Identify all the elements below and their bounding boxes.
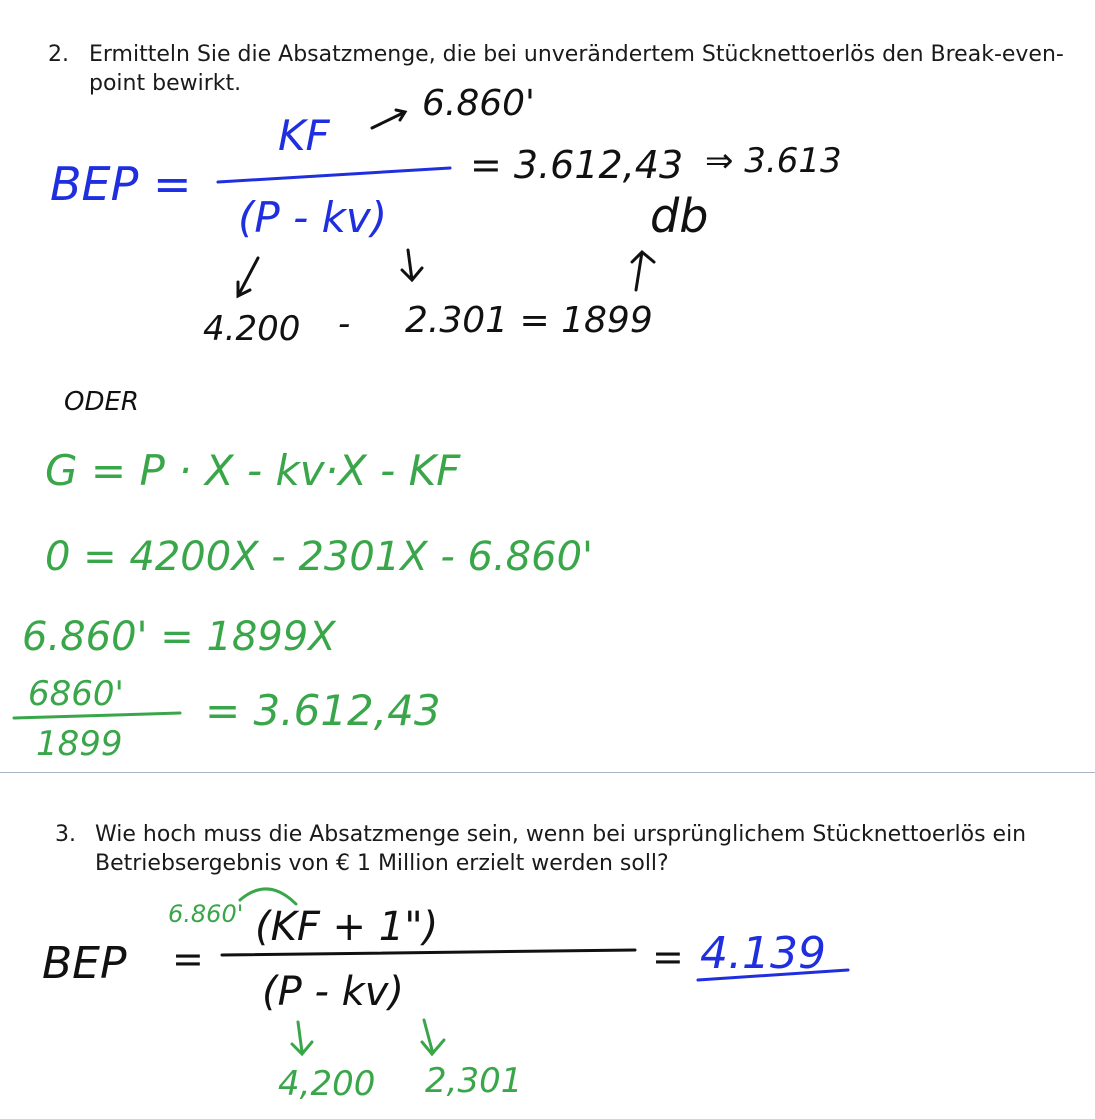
q3-result: 4.139 — [700, 928, 826, 979]
equation-4: = 3.612,43 — [205, 686, 441, 735]
q3-kf-arc — [240, 889, 296, 904]
bep-rounded: ⇒ 3.613 — [705, 141, 842, 181]
kf-numerator: KF — [278, 111, 330, 160]
p-value: 4.200 — [203, 309, 301, 349]
question-3-number: 3. — [55, 822, 76, 847]
bep-result: = 3.612,43 — [470, 143, 684, 187]
question-3-line-1: Wie hoch muss die Absatzmenge sein, wenn bei ursprünglichem Stücknettoerlös ein — [95, 822, 1027, 847]
q3-kv-value: 2,301 — [425, 1061, 523, 1101]
q3-arrow-right — [422, 1020, 444, 1054]
question-2-line-2: point bewirkt. — [89, 71, 242, 96]
arrow-down — [402, 250, 422, 280]
q3-fraction-bar — [222, 950, 635, 955]
question-2-number: 2. — [48, 42, 69, 67]
q3-denominator: (P - kv) — [262, 969, 405, 1015]
minus-sign: - — [338, 304, 351, 344]
question-3 — [0, 820, 1095, 880]
equation-2: 0 = 4200X - 2301X - 6.860' — [45, 534, 594, 580]
db-label: db — [650, 189, 709, 243]
fraction-bar — [218, 168, 450, 182]
denominator: (P - kv) — [238, 193, 388, 242]
fraction-numerator: 6860' — [28, 674, 124, 714]
bep-label: BEP = — [50, 157, 192, 211]
q3-arrow-left — [292, 1022, 312, 1054]
oder-label: ODER — [64, 387, 139, 417]
arrow-up — [632, 252, 654, 290]
fraction-denominator: 1899 — [36, 724, 123, 764]
kf-arrow — [372, 110, 405, 128]
arrow-down-left — [238, 258, 258, 296]
kf-value-note: 6.860' — [422, 83, 535, 124]
q3-result-equals: = — [652, 935, 684, 979]
equation-3: 6.860' = 1899X — [22, 614, 336, 660]
section-divider — [0, 772, 1095, 773]
kv-value: 2.301 = 1899 — [405, 300, 653, 341]
q3-bep-label: BEP — [42, 938, 127, 989]
q3-p-value: 4,200 — [278, 1064, 376, 1104]
q3-numerator: (KF + 1") — [255, 904, 439, 950]
question-3-line-2: Betriebsergebnis von € 1 Million erzielt werden soll? — [95, 851, 669, 876]
question-2-line-1: Ermitteln Sie die Absatzmenge, die bei unverändertem Stücknettoerlös den Break-even- — [89, 42, 1064, 67]
q3-kf-note: 6.860' — [168, 900, 244, 928]
equation-1: G = P · X - kv·X - KF — [45, 446, 461, 495]
q3-equals: = — [172, 937, 204, 981]
